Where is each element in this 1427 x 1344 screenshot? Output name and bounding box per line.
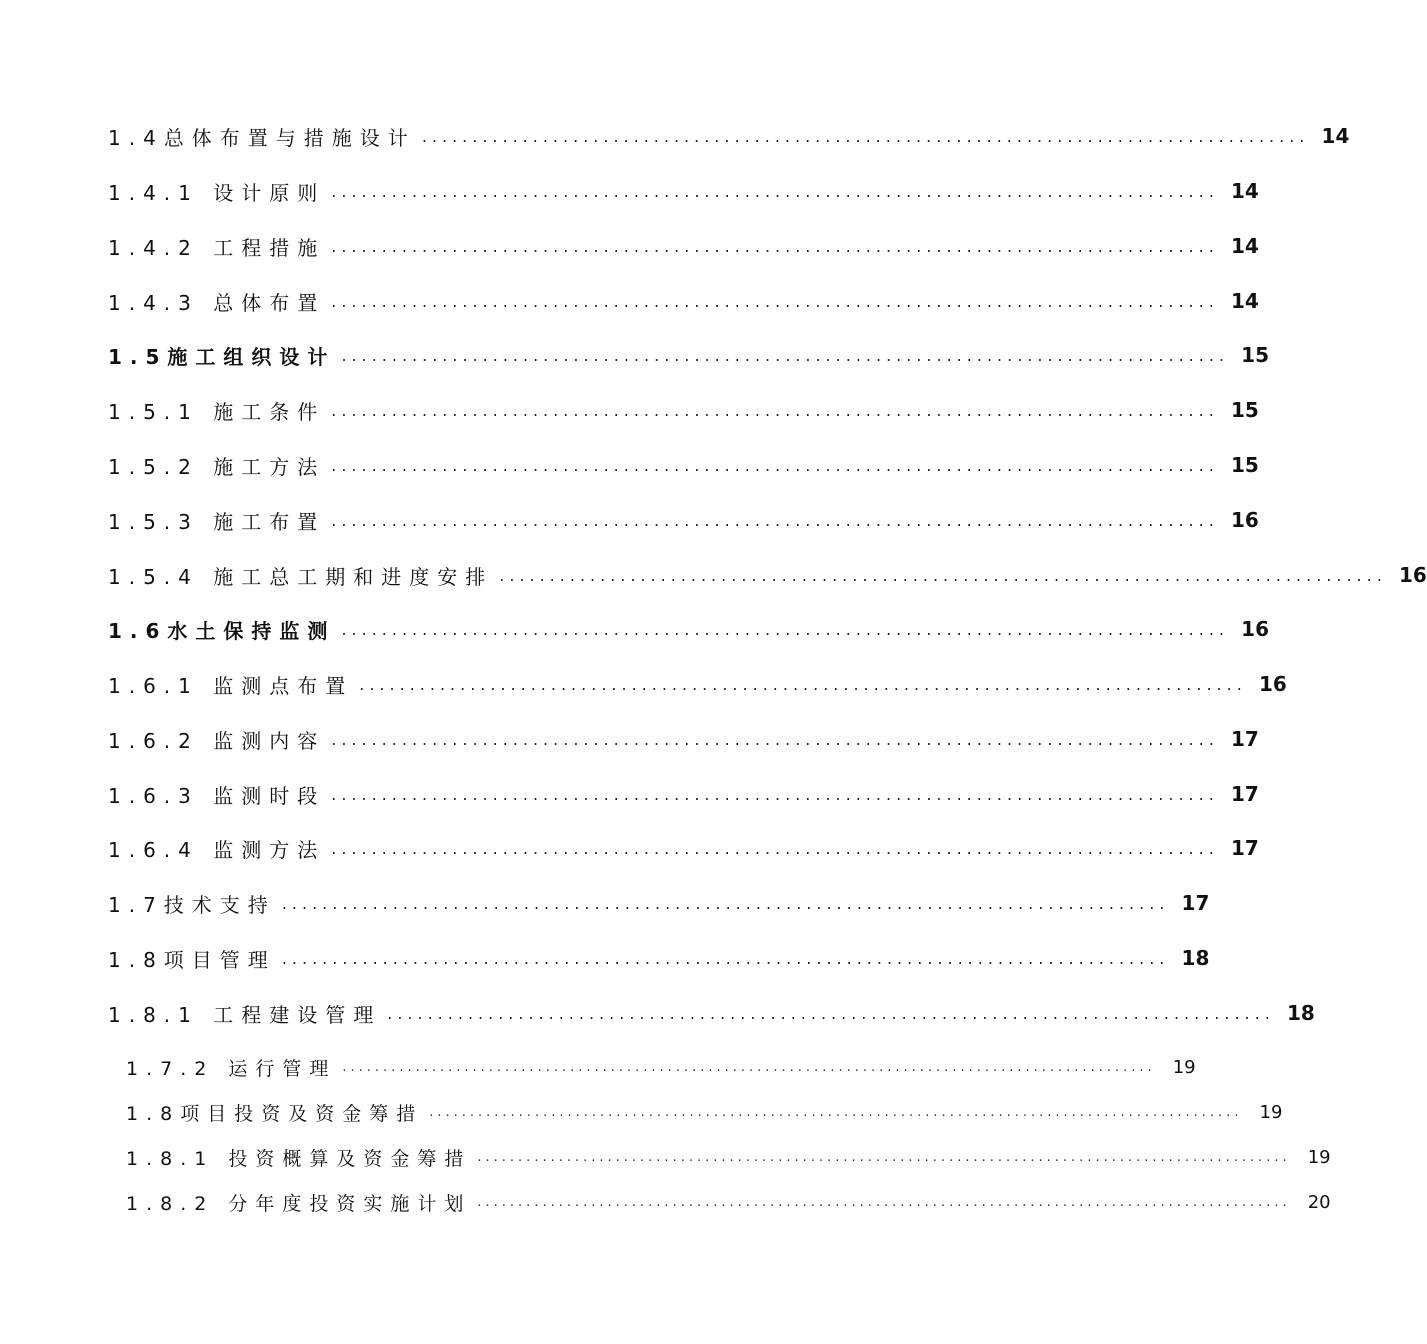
toc-entry-page: 19 xyxy=(1259,1101,1283,1123)
toc-entry-page: 18 xyxy=(1286,1001,1315,1025)
toc-entry[interactable] xyxy=(108,285,1259,317)
toc-entry-page: 17 xyxy=(1230,727,1259,751)
toc-entry-label: 1.4.2 工程措施 xyxy=(108,235,326,260)
toc-entry-page: 14 xyxy=(1230,289,1259,313)
toc-entry-label: 1.8项目管理 xyxy=(108,947,276,972)
toc-entry-label: 1.8项目投资及资金筹措 xyxy=(126,1102,424,1125)
toc-entry-label: 1.7.2 运行管理 xyxy=(126,1057,337,1080)
toc-entry-page: 14 xyxy=(1230,179,1259,203)
toc-entry-label: 1.4.1 设计原则 xyxy=(108,180,326,205)
toc-leader-dots: ........................................................................................ xyxy=(341,619,1229,639)
toc-entry[interactable] xyxy=(126,1052,1196,1082)
toc-leader-dots: ........................................................................................ xyxy=(281,948,1170,968)
toc-entry[interactable] xyxy=(108,175,1259,207)
toc-entry[interactable] xyxy=(108,120,1350,152)
toc-entry[interactable] xyxy=(108,394,1259,426)
toc-entry-label: 1.8.2 分年度投资实施计划 xyxy=(126,1192,472,1215)
toc-entry-page: 16 xyxy=(1230,508,1259,532)
toc-entry[interactable] xyxy=(108,887,1210,919)
toc-leader-dots: ........................................................................................ xyxy=(331,510,1219,530)
toc-entry-label: 1.4.3 总体布置 xyxy=(108,290,326,315)
toc-entry[interactable] xyxy=(126,1142,1331,1172)
toc-entry-label: 1.4总体布置与措施设计 xyxy=(108,125,416,150)
toc-entry-label: 1.6.2 监测内容 xyxy=(108,728,326,753)
toc-entry-label: 1.6.3 监测时段 xyxy=(108,783,326,808)
toc-entry-label: 1.6.4 监测方法 xyxy=(108,837,326,862)
toc-entry-page: 16 xyxy=(1241,617,1269,641)
toc-entry-page: 14 xyxy=(1230,234,1259,258)
toc-leader-dots: .................................................................................................... xyxy=(429,1104,1243,1120)
toc-entry[interactable] xyxy=(108,997,1315,1029)
toc-leader-dots: ........................................................................................ xyxy=(331,400,1219,420)
toc-entry-label: 1.5.2 施工方法 xyxy=(108,454,326,479)
toc-entry[interactable] xyxy=(108,449,1259,481)
toc-entry-page: 20 xyxy=(1307,1191,1331,1213)
toc-leader-dots: ........................................................................................ xyxy=(331,838,1219,858)
toc-entry[interactable] xyxy=(108,668,1287,700)
toc-entry-page: 14 xyxy=(1321,124,1350,148)
toc-leader-dots: ........................................................................................ xyxy=(281,893,1170,913)
toc-leader-dots: ........................................................................................ xyxy=(331,291,1219,311)
toc-leader-dots: ........................................................................................ xyxy=(331,181,1219,201)
toc-entry-page: 19 xyxy=(1172,1056,1196,1078)
toc-entry[interactable] xyxy=(108,339,1269,371)
toc-entry[interactable] xyxy=(108,778,1259,810)
toc-entry-label: 1.5.1 施工条件 xyxy=(108,399,326,424)
toc-leader-dots: .................................................................................................... xyxy=(477,1149,1291,1165)
toc-leader-dots: ........................................................................................ xyxy=(387,1003,1275,1023)
toc-entry-page: 17 xyxy=(1230,836,1259,860)
toc-entry[interactable] xyxy=(126,1097,1283,1127)
toc-leader-dots: ........................................................................................ xyxy=(359,674,1247,694)
toc-entry[interactable] xyxy=(108,230,1259,262)
toc-entry[interactable] xyxy=(108,504,1259,536)
toc-entry-label: 1.6.1 监测点布置 xyxy=(108,673,354,698)
toc-leader-dots: ........................................................................................ xyxy=(421,126,1310,146)
toc-entry-page: 17 xyxy=(1230,782,1259,806)
toc-leader-dots: ........................................................................................ xyxy=(331,455,1219,475)
toc-entry-page: 15 xyxy=(1241,343,1269,367)
toc-leader-dots: ........................................................................................ xyxy=(331,784,1219,804)
toc-entry-page: 16 xyxy=(1258,672,1287,696)
toc-entry-label: 1.5.3 施工布置 xyxy=(108,509,326,534)
toc-leader-dots: ........................................................................................ xyxy=(331,729,1219,749)
toc-leader-dots: ........................................................................................ xyxy=(341,345,1229,365)
toc-entry[interactable] xyxy=(108,613,1269,645)
toc-entry[interactable] xyxy=(108,559,1427,591)
toc-entry-label: 1.8.1 工程建设管理 xyxy=(108,1002,382,1027)
toc-leader-dots: ........................................................................................ xyxy=(499,565,1387,585)
toc-entry-label: 1.8.1 投资概算及资金筹措 xyxy=(126,1147,472,1170)
toc-entry-label: 1.5.4 施工总工期和进度安排 xyxy=(108,564,494,589)
toc-entry-label: 1.6水土保持监测 xyxy=(108,618,336,643)
toc-leader-dots: .................................................................................................... xyxy=(342,1059,1156,1075)
toc-entry-page: 15 xyxy=(1230,398,1259,422)
toc-entry-page: 19 xyxy=(1307,1146,1331,1168)
toc-entry-label: 1.7技术支持 xyxy=(108,892,276,917)
toc-entry-page: 18 xyxy=(1181,946,1210,970)
toc-leader-dots: .................................................................................................... xyxy=(477,1194,1291,1210)
toc-entry[interactable] xyxy=(108,832,1259,864)
toc-entry[interactable] xyxy=(108,942,1210,974)
toc-leader-dots: ........................................................................................ xyxy=(331,236,1219,256)
toc-entry[interactable] xyxy=(126,1187,1331,1217)
toc-entry-label: 1.5施工组织设计 xyxy=(108,344,336,369)
toc-entry-page: 15 xyxy=(1230,453,1259,477)
toc-entry[interactable] xyxy=(108,723,1259,755)
toc-entry-page: 17 xyxy=(1181,891,1210,915)
toc-entry-page: 16 xyxy=(1398,563,1427,587)
